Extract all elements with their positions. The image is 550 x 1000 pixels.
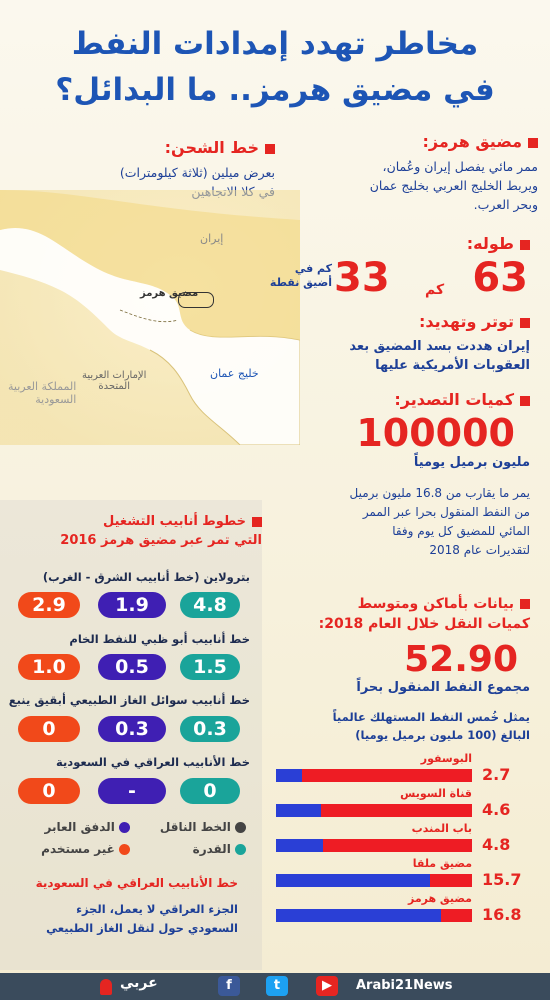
narrow-label: كم في أضيق نقطة xyxy=(269,262,332,289)
legend-dot-icon xyxy=(119,822,130,833)
pipeline-4-carried: - xyxy=(98,778,166,804)
iraq-pipeline-text: الجزء العراقي لا يعمل، الجزء السعودي حول لنقل الغاز الطبيعي xyxy=(46,902,238,935)
data-section-heading: بيانات بأماكن ومتوسط كميات النقل خلال العام 2018: xyxy=(318,596,530,632)
brand-logo: عربي xyxy=(120,975,158,991)
map-label-iran: إيران xyxy=(200,232,224,245)
bar-value xyxy=(276,874,430,887)
pipelines-heading: خطوط أنابيب التشغيل التي تمر عبر مضيق هرمز 2016 xyxy=(60,514,262,548)
bar-value-label: 4.6 xyxy=(482,800,511,819)
tension-text-2: العقوبات الأمريكية عليها xyxy=(375,358,530,373)
strait-text-2: ويربط الخليج العربي بخليج عمان xyxy=(369,178,538,193)
main-title-line1: مخاطر تهدد إمدادات النفط xyxy=(71,26,479,62)
shipping-heading: خط الشحن: xyxy=(164,138,259,157)
pipeline-2-carried: 0.5 xyxy=(98,654,166,680)
strait-text-1: ممر مائي يفصل إيران وعُمان، xyxy=(382,159,538,174)
bar-track xyxy=(276,769,472,782)
map-label-gulf-oman: خليج عمان xyxy=(210,367,259,380)
facebook-icon[interactable]: f xyxy=(218,976,240,996)
map-label-uae: الإمارات العربية المتحدة xyxy=(82,370,147,392)
exports-heading: كميات التصدير: xyxy=(394,390,514,409)
pipeline-1-capacity: 4.8 xyxy=(180,592,240,618)
pipeline-4-capacity: 0 xyxy=(180,778,240,804)
legend-carrier: الخط الناقل xyxy=(136,820,246,834)
legend-unused: غير مستخدم xyxy=(18,842,130,856)
footer-bar xyxy=(0,973,550,1000)
exports-value: 100000 xyxy=(356,411,515,455)
bar-value-label: 15.7 xyxy=(482,870,522,889)
map-graphic xyxy=(0,190,300,445)
bar-value xyxy=(276,804,321,817)
bar-value-label: 2.7 xyxy=(482,765,511,784)
bar-value-label: 16.8 xyxy=(482,905,522,924)
bullet-square-icon xyxy=(520,396,530,406)
bullet-square-icon xyxy=(252,517,262,527)
length-section xyxy=(310,234,530,253)
bullet-square-icon xyxy=(520,318,530,328)
legend-dot-icon xyxy=(235,844,246,855)
tension-text-1: إيران هددت بسد المضيق بعد xyxy=(349,339,530,354)
youtube-icon[interactable]: ▶ xyxy=(316,976,338,996)
bar-value xyxy=(276,839,323,852)
pipeline-3-capacity: 0.3 xyxy=(180,716,240,742)
map-strait-marker xyxy=(178,292,214,308)
pipeline-4-unused: 0 xyxy=(18,778,80,804)
narrow-value: 33 xyxy=(334,255,390,301)
exports-text: يمر ما يقارب من 16.8 مليون برميل من النفط المنقول بحرا عبر الممر المائي للمضيق كل يوم وفقا لتقديرات عام 2018 xyxy=(349,486,530,557)
bullet-square-icon xyxy=(520,599,530,609)
pipeline-1-unused: 2.9 xyxy=(18,592,80,618)
bar-value-label: 4.8 xyxy=(482,835,511,854)
bullet-square-icon xyxy=(520,240,530,250)
bar-category-label: البوسفور xyxy=(420,752,472,765)
length-unit: كم xyxy=(425,282,445,298)
legend-dot-icon xyxy=(119,844,130,855)
length-heading: طوله: xyxy=(466,234,514,253)
pipeline-label-2: خط أنابيب أبو ظبي للنفط الخام xyxy=(69,632,250,646)
length-value: 63 xyxy=(472,255,528,301)
pipeline-label-1: بترولاين (خط أنابيب الشرق - الغرب) xyxy=(42,570,250,584)
pipeline-3-carried: 0.3 xyxy=(98,716,166,742)
strait-section xyxy=(278,132,538,214)
strait-map xyxy=(0,190,300,445)
tension-section xyxy=(260,312,530,375)
pipeline-2-capacity: 1.5 xyxy=(180,654,240,680)
shipping-text-1: بعرض ميلين (ثلاثة كيلومترات) xyxy=(119,165,275,180)
pipeline-label-4: خط الأنابيب العراقي في السعودية xyxy=(56,755,250,769)
tension-heading: توتر وتهديد: xyxy=(419,312,514,331)
iraq-pipeline-heading: خط الأنابيب العراقي في السعودية xyxy=(35,876,238,890)
consumption-note: يمثل خُمس النفط المستهلك عالمياً البالغ (100 مليون برميل يوميا) xyxy=(332,710,530,742)
exports-section xyxy=(280,390,530,409)
bar-category-label: باب المندب xyxy=(411,822,472,835)
pipeline-3-unused: 0 xyxy=(18,716,80,742)
legend-dot-icon xyxy=(235,822,246,833)
strait-text-3: وبحر العرب. xyxy=(473,197,538,212)
bar-category-label: مضيق ملقا xyxy=(412,857,472,870)
pipeline-1-carried: 1.9 xyxy=(98,592,166,618)
bar-category-label: مضيق هرمز xyxy=(407,892,472,905)
exports-unit: مليون برميل يومياً xyxy=(413,455,530,470)
main-title-line2: في مضيق هرمز.. ما البدائل؟ xyxy=(55,72,495,108)
twitter-icon[interactable]: t xyxy=(266,976,288,996)
map-label-strait: مضيق هرمز xyxy=(140,288,199,299)
bar-category-label: قناة السويس xyxy=(400,787,472,800)
legend-capacity: القدرة xyxy=(136,842,246,856)
strait-heading: مضيق هرمز: xyxy=(422,132,522,151)
brand-flame-icon xyxy=(100,979,112,995)
total-value: 52.90 xyxy=(404,639,518,680)
pipeline-2-unused: 1.0 xyxy=(18,654,80,680)
bullet-square-icon xyxy=(265,144,275,154)
bullet-square-icon xyxy=(528,138,538,148)
pipeline-label-3: خط أنابيب سوائل الغاز الطبيعي أبقيق ينبع xyxy=(8,693,250,707)
bar-value xyxy=(276,909,441,922)
legend-flow: الدفق العابر xyxy=(18,820,130,834)
bar-value xyxy=(276,769,302,782)
map-label-ksa: المملكة العربية السعودية xyxy=(8,380,77,406)
site-name[interactable]: Arabi21News xyxy=(356,978,453,993)
total-label: مجموع النفط المنقول بحراً xyxy=(356,680,530,695)
